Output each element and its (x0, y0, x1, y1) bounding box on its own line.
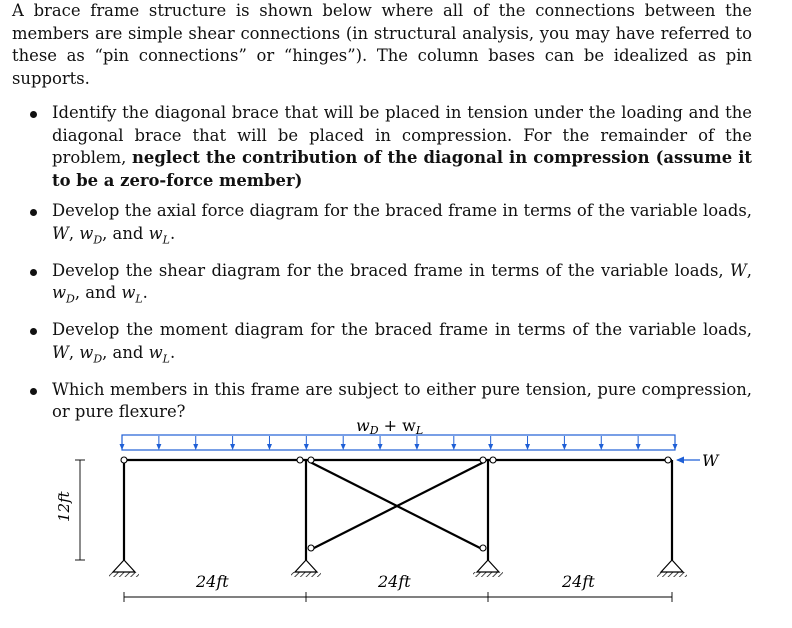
problem-intro: A brace frame structure is shown below where all of the connections between the members are simple shear connections (in structural analysis, you may have referred to these as “pin connections” or “hinges”). The column bases can be idealized as pin supports. (12, 1, 752, 88)
hinge-joint (490, 457, 496, 463)
span-label-2: 24ft (378, 572, 411, 591)
load-arrow-head (636, 444, 641, 450)
hinge-joint (480, 457, 486, 463)
load-arrow-head (414, 444, 419, 450)
task-3-sub-L: L (135, 292, 143, 306)
task-3-end: . (142, 283, 148, 303)
load-arrow-head (525, 444, 530, 450)
hinge-joint (308, 457, 314, 463)
task-4-var-wL: w (148, 342, 163, 362)
task-4-sep1: , (68, 342, 80, 362)
load-arrow-head (599, 444, 604, 450)
task-2-sep1: , (68, 223, 80, 243)
task-2-text: Develop the axial force diagram for the braced frame in terms of the variable loads, (52, 201, 752, 221)
task-2-sub-D: D (93, 233, 103, 247)
hinge-joint (121, 457, 127, 463)
task-2-sep2: , and (102, 223, 149, 243)
lateral-load-label: W (702, 451, 719, 470)
load-arrow-head (562, 444, 567, 450)
task-4-var-wD: w (79, 342, 94, 362)
load-arrow-head (304, 444, 309, 450)
hinge-joint (297, 457, 303, 463)
hinge-joint (480, 545, 486, 551)
load-block (122, 435, 675, 450)
task-4-text: Develop the moment diagram for the braced frame in terms of the variable loads, (52, 320, 752, 340)
span-label-3: 24ft (562, 572, 595, 591)
load-arrow-head (120, 444, 125, 450)
lateral-load (676, 451, 720, 470)
lateral-load-arrowhead (676, 457, 684, 464)
task-2-var-wL: w (148, 223, 163, 243)
task-4-end: . (169, 342, 176, 362)
task-3-text: Develop the shear diagram for the braced frame in terms of the variable loads, (52, 260, 730, 280)
load-arrow-head (451, 444, 456, 450)
load-arrow-head (488, 444, 493, 450)
task-3-sep1: , (746, 260, 752, 280)
task-3-sub-D: D (66, 292, 75, 306)
task-4-sub-D: D (93, 352, 103, 366)
task-1-text: Identify the diagonal brace that will be placed in tension under the loading and the diagonal brace that will be placed in compression. For the remainder of the problem, (52, 103, 752, 168)
load-arrow-head (378, 444, 383, 450)
load-arrow-head (673, 444, 678, 450)
load-arrow-head (341, 444, 346, 450)
load-arrow-head (193, 444, 198, 450)
pin-support-2 (291, 560, 321, 577)
height-label: 12ft (55, 491, 73, 522)
task-4-sub-L: L (162, 352, 170, 366)
task-3-var-wD: w (52, 283, 67, 303)
task-2-var-W: W (52, 223, 69, 243)
task-2-end: . (169, 223, 176, 243)
load-arrow-head (230, 444, 235, 450)
pin-support-3 (473, 560, 503, 577)
task-4-var-W: W (52, 342, 69, 362)
load-arrow-head (156, 444, 161, 450)
task-2-sub-L: L (162, 233, 170, 247)
hinge-connections (121, 457, 671, 551)
hinge-joint (665, 457, 671, 463)
task-4-sep2: , and (102, 342, 149, 362)
task-3-sep2: , and (74, 283, 122, 303)
load-arrow-head (267, 444, 272, 450)
height-dimension (55, 460, 85, 560)
load-label: wD + wL (356, 416, 424, 437)
pin-support-4 (657, 560, 687, 577)
load-arrows (120, 436, 678, 450)
distributed-load (120, 416, 678, 450)
task-1-bold-note: neglect the contribution of the diagonal in compression (assume it to be a zero-force member) (52, 148, 752, 190)
span-dimension (124, 572, 672, 602)
task-2-var-wD: w (79, 223, 94, 243)
task-3-var-W: W (729, 260, 747, 280)
pin-support-1 (109, 560, 139, 577)
hinge-joint (308, 545, 314, 551)
span-label-1: 24ft (196, 572, 229, 591)
task-3-var-wL: w (121, 283, 136, 303)
task-5-text: Which members in this frame are subject to either pure tension, pure compression, or pure flexure? (52, 379, 752, 422)
